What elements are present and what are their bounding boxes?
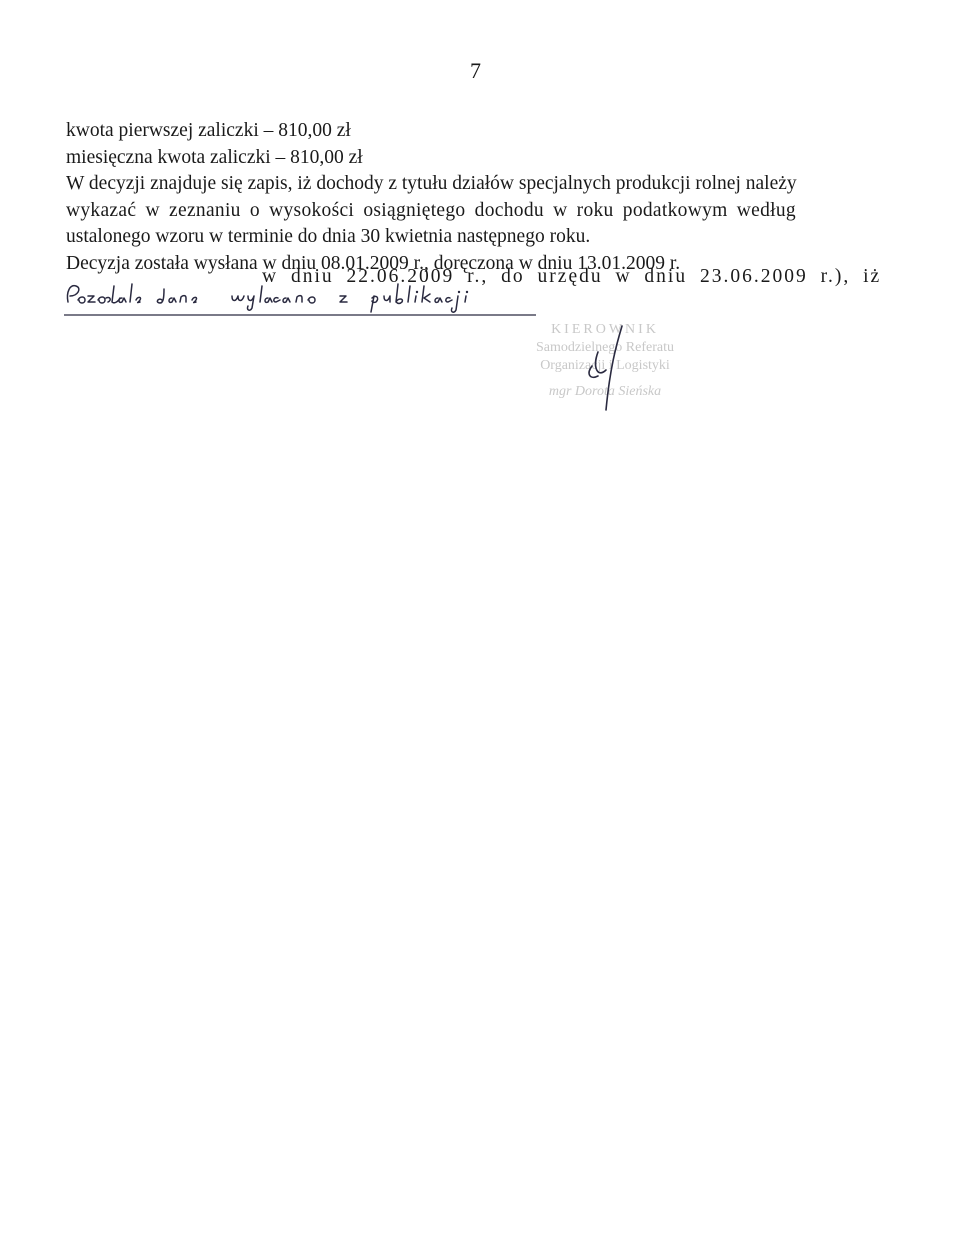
- cropped-text-line: [262, 262, 902, 287]
- text-line: wykazać w zeznaniu o wysokości osiągniętego dochodu w roku podatkowym według: [66, 199, 796, 221]
- stamp-unit: Samodzielnego Referatu: [535, 340, 674, 355]
- signature-icon: [480, 322, 730, 412]
- stamp-department: Organizacji i Logistyki: [540, 358, 670, 373]
- cropped-text: w dniu 22.06.2009 r., do urzędu w dniu 23.06.2009 r.), iż: [262, 266, 882, 287]
- stamp-title: KIEROWNIK: [551, 322, 659, 337]
- text-line: Decyzja została wysłana w dniu 08.01.2009 r., doręczona w dniu 13.01.2009 r.: [66, 252, 681, 274]
- page-number: 7: [470, 58, 481, 83]
- stamp-name: mgr Dorota Sieńska: [548, 384, 662, 399]
- official-stamp: [480, 322, 730, 412]
- document-body: [66, 118, 896, 277]
- handwritten-redaction-note: [62, 278, 542, 318]
- text-line: W decyzji znajduje się zapis, iż dochody z tytułu działów specjalnych produkcji rolnej należy: [66, 173, 797, 194]
- text-line: miesięczna kwota zaliczki – 810,00 zł: [66, 146, 363, 168]
- text-line: kwota pierwszej zaliczki – 810,00 zł: [66, 120, 351, 141]
- handwriting-graphic: [62, 278, 542, 318]
- text-line: ustalonego wzoru w terminie do dnia 30 kwietnia następnego roku.: [66, 226, 591, 247]
